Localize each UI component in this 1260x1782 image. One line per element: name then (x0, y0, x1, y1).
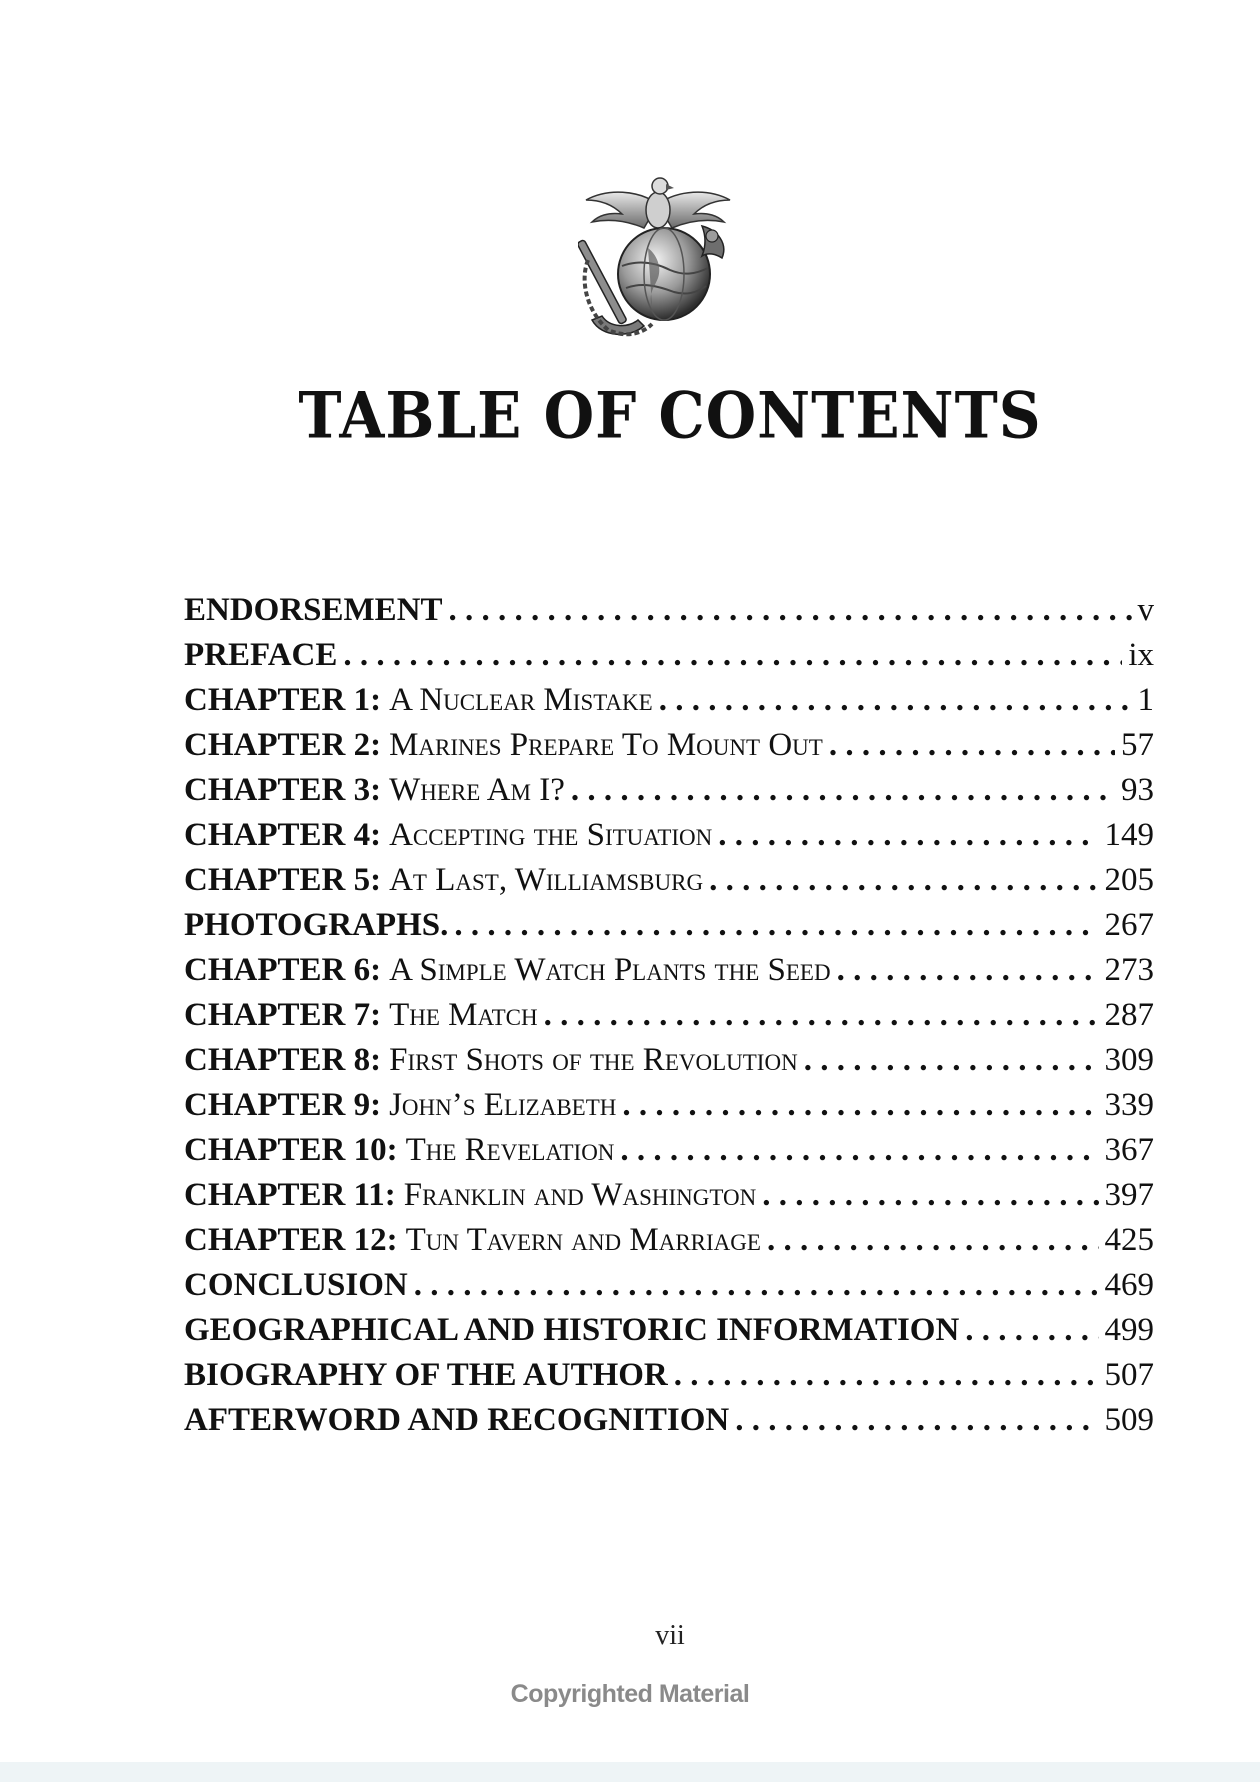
toc-entry[interactable] (184, 633, 1154, 678)
toc-dot-leader (620, 1128, 1098, 1173)
toc-entry-label: CHAPTER 4: (184, 817, 382, 853)
toc-dot-leader (718, 813, 1098, 858)
toc-entry-page: 469 (1104, 1267, 1154, 1303)
toc-entry-page: 367 (1104, 1132, 1154, 1168)
toc-dot-leader (544, 993, 1099, 1038)
toc-entry-page: 309 (1104, 1042, 1154, 1078)
toc-entry[interactable] (184, 1308, 1154, 1353)
toc-entry-label: CONCLUSION (184, 1267, 408, 1303)
toc-entry[interactable] (184, 1353, 1154, 1398)
page-bottom-band (0, 1762, 1260, 1782)
toc-entry[interactable] (184, 903, 1154, 948)
toc-dot-leader (343, 633, 1122, 678)
toc-dot-leader (735, 1398, 1098, 1443)
toc-dot-leader (762, 1173, 1098, 1218)
toc-dot-leader (837, 948, 1099, 993)
toc-entry-label: GEOGRAPHICAL AND HISTORIC INFORMATION (184, 1312, 960, 1348)
toc-entry-label: CHAPTER 9: (184, 1087, 382, 1123)
toc-entry-page: ix (1128, 637, 1154, 673)
toc-entry-label: BIOGRAPHY OF THE AUTHOR (184, 1357, 668, 1393)
toc-entry-page: 1 (1137, 682, 1154, 718)
toc-entry[interactable] (184, 1083, 1154, 1128)
toc-entry-label: CHAPTER 8: (184, 1042, 382, 1078)
toc-entry-subtitle: At Last, Williamsburg (389, 862, 704, 898)
toc-entry-subtitle: The Revelation (405, 1132, 615, 1168)
toc-dot-leader (571, 768, 1115, 813)
toc-entry-label: CHAPTER 3: (184, 772, 382, 808)
toc-entry-page: 339 (1104, 1087, 1154, 1123)
toc-entry[interactable] (184, 1038, 1154, 1083)
copyright-watermark: Copyrighted Material (510, 1680, 750, 1708)
toc-entry[interactable] (184, 858, 1154, 903)
toc-dot-leader (829, 723, 1115, 768)
toc-list (184, 588, 1154, 1443)
toc-dot-leader (674, 1353, 1099, 1398)
toc-dot-leader (767, 1218, 1099, 1263)
toc-entry[interactable] (184, 1128, 1154, 1173)
toc-entry-page: 499 (1104, 1312, 1154, 1348)
toc-dot-leader (659, 678, 1132, 723)
toc-entry[interactable] (184, 993, 1154, 1038)
toc-entry-page: 93 (1121, 772, 1154, 808)
toc-entry[interactable] (184, 1173, 1154, 1218)
toc-entry-label: PREFACE (184, 637, 338, 673)
toc-entry[interactable] (184, 723, 1154, 768)
toc-entry[interactable] (184, 678, 1154, 723)
toc-entry[interactable] (184, 1263, 1154, 1308)
toc-entry-label: CHAPTER 11: (184, 1177, 396, 1213)
toc-entry-subtitle: The Match (389, 997, 538, 1033)
toc-entry-label: CHAPTER 10: (184, 1132, 398, 1168)
toc-entry[interactable] (184, 768, 1154, 813)
toc-entry-page: 205 (1104, 862, 1154, 898)
toc-entry-page: 273 (1104, 952, 1154, 988)
toc-entry[interactable] (184, 813, 1154, 858)
toc-entry-subtitle: Accepting the Situation (389, 817, 713, 853)
toc-entry[interactable] (184, 948, 1154, 993)
page-title: TABLE OF CONTENTS (298, 378, 1042, 453)
toc-entry-label: AFTERWORD AND RECOGNITION (184, 1402, 730, 1438)
toc-entry-page: 507 (1104, 1357, 1154, 1393)
toc-dot-leader (449, 588, 1132, 633)
toc-dot-leader (414, 1263, 1099, 1308)
toc-entry-subtitle: A Simple Watch Plants the Seed (389, 952, 831, 988)
toc-entry-label: CHAPTER 2: (184, 727, 382, 763)
toc-entry-page: v (1137, 592, 1154, 628)
toc-entry-page: 267 (1104, 907, 1154, 943)
toc-entry-subtitle: First Shots of the Revolution (389, 1042, 798, 1078)
toc-entry-page: 57 (1121, 727, 1154, 763)
toc-entry-subtitle: Marines Prepare To Mount Out (389, 727, 823, 763)
toc-dot-leader (804, 1038, 1099, 1083)
toc-entry[interactable] (184, 588, 1154, 633)
toc-entry-subtitle: John’s Elizabeth (389, 1087, 617, 1123)
toc-entry-subtitle: Franklin and Washington (403, 1177, 757, 1213)
toc-entry-label: CHAPTER 6: (184, 952, 382, 988)
toc-entry[interactable] (184, 1398, 1154, 1443)
toc-entry-subtitle: Where Am I? (389, 772, 565, 808)
toc-dot-leader (454, 903, 1098, 948)
eagle-globe-anchor-icon (578, 170, 738, 342)
toc-entry[interactable] (184, 1218, 1154, 1263)
toc-entry-label: CHAPTER 12: (184, 1222, 398, 1258)
toc-entry-label: CHAPTER 1: (184, 682, 382, 718)
toc-entry-label: CHAPTER 5: (184, 862, 382, 898)
toc-entry-subtitle: A Nuclear Mistake (389, 682, 653, 718)
toc-dot-leader (965, 1308, 1098, 1353)
page-number: vii (655, 1620, 685, 1651)
toc-entry-page: 149 (1104, 817, 1154, 853)
toc-dot-leader (709, 858, 1098, 903)
toc-entry-subtitle: Tun Tavern and Marriage (405, 1222, 761, 1258)
toc-entry-label: PHOTOGRAPHS. (184, 907, 449, 943)
toc-entry-page: 397 (1104, 1177, 1154, 1213)
toc-entry-page: 287 (1104, 997, 1154, 1033)
toc-entry-page: 509 (1104, 1402, 1154, 1438)
toc-entry-label: CHAPTER 7: (184, 997, 382, 1033)
toc-entry-label: ENDORSEMENT (184, 592, 443, 628)
toc-entry-page: 425 (1104, 1222, 1154, 1258)
toc-dot-leader (622, 1083, 1098, 1128)
